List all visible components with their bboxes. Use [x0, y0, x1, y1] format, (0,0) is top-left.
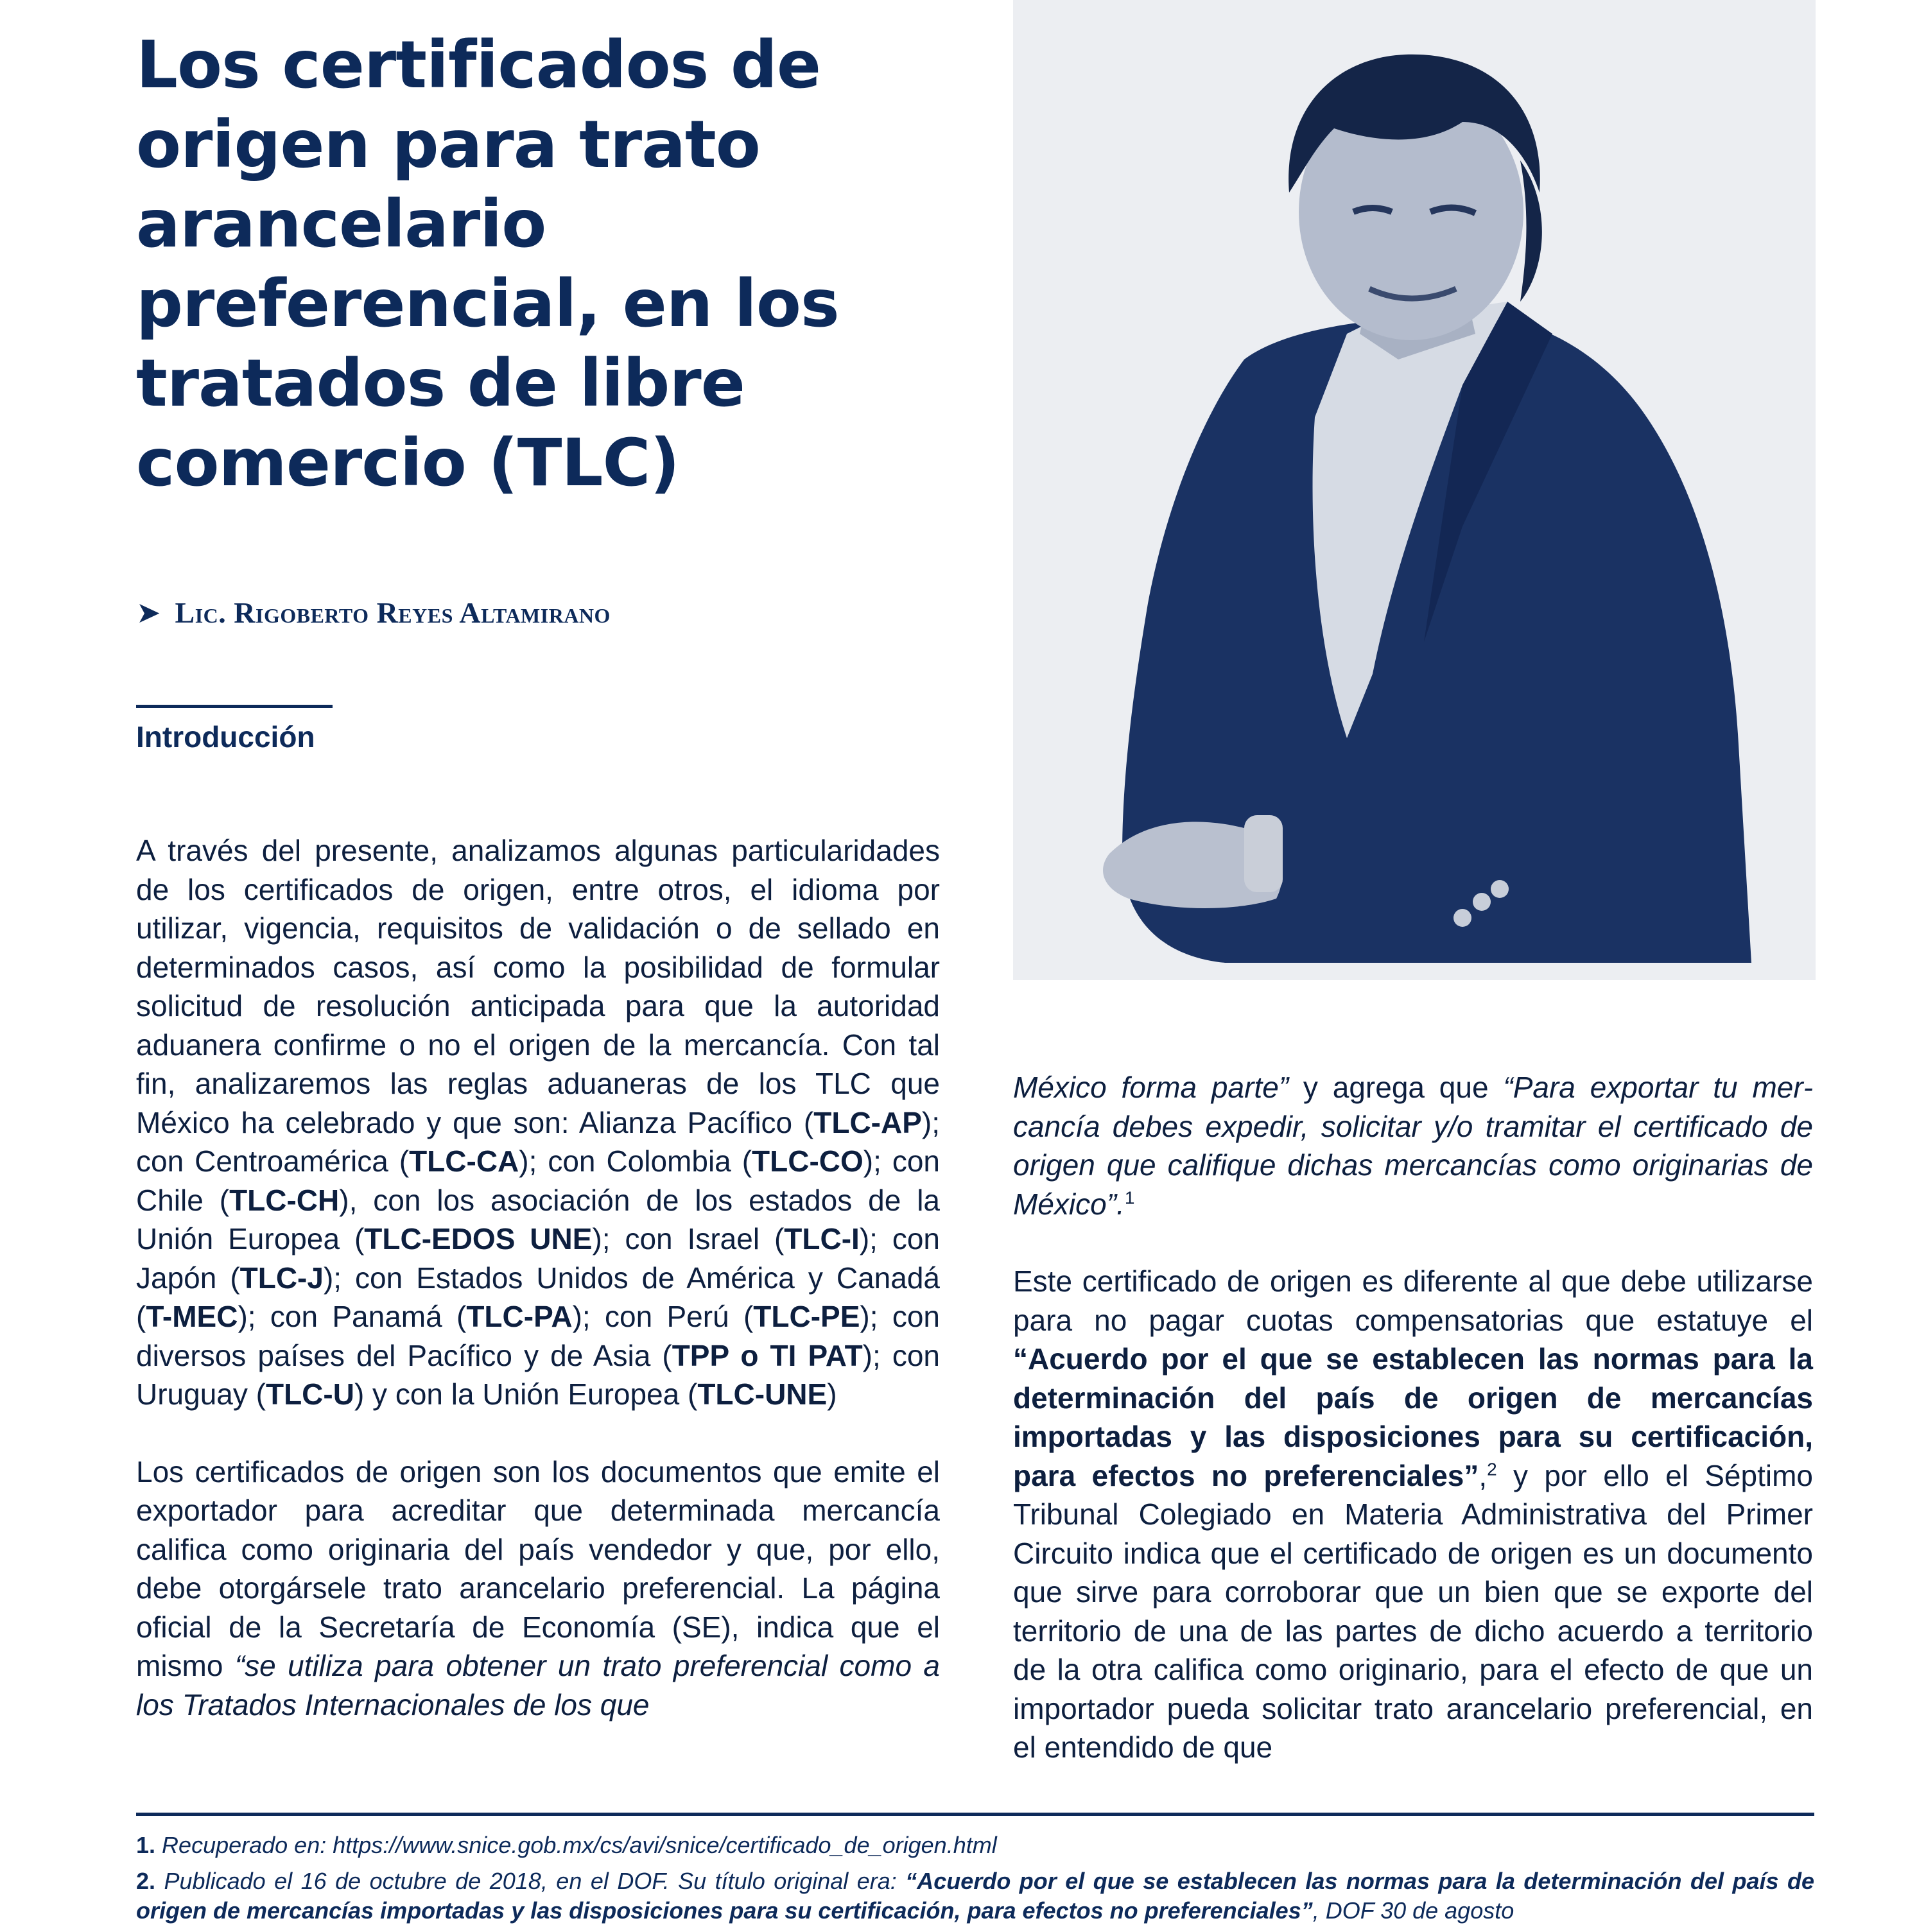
footnote-2 [136, 1867, 1814, 1926]
body-column-left [136, 831, 940, 1724]
author-byline [136, 594, 611, 631]
footnote-text: , DOF 30 de agosto [1312, 1897, 1514, 1924]
body-paragraph: Los certificados de origen son los documentos que emite el exportador para acreditar que determinada mercancía califica como originaria del país vendedor y que, por ello, debe otorgársele trato arancelario preferencial. La página oficial de la Secretaría de Economía (SE), indica que el mismo “se utiliza para obtener un trato preferencial como a los Tratados Internacionales de los que [136, 1454, 940, 1721]
body-paragraph: A través del presente, analizamos algunas particularidades de los certificados de origen, entre otros, el idioma por utilizar, vigencia, requisitos de validación o de sellado en determinados casos, así como la posibilidad de formular solicitud de resolución anticipada para que la autoridad aduanera confirme o no el origen de la mercancía. Con tal fin, analizaremos las reglas aduaneras de los TLC que México ha celebrado y que son: Alianza Pacífico (TLC-AP); con Centroamérica (TLC-CA); con Colombia (TLC-CO); con Chile (TLC-CH), con los asociación de los estados de la Unión Europea (TLC-EDOS UNE); con Israel (TLC-I); con Japón (TLC-J); con Estados Unidos de América y Canadá (T-MEC); con Panamá (TLC-PA); con Perú (TLC-PE); con diversos países del Pacífico y de Asia (TPP o TI PAT); con Uruguay (TLC-U) y con la Unión Europea (TLC-UNE) [136, 834, 941, 1411]
body-paragraph: México forma parte” y agrega que “Para exportar tu mercancía debes expedir, solicitar y/o tramitar el certificado de origen que califique dichas mercancías como originarias de México”.$^1$ [1013, 1071, 1814, 1221]
footnote-1 [136, 1831, 1814, 1860]
footnote-bold-title: “Acuerdo por el que se establecen las normas para la determinación del país de origen de mercancías importadas y las disposiciones para su certificación, para efectos no preferenciales” [136, 1868, 1814, 1924]
author-portrait-image [1013, 0, 1816, 980]
footnote-text: Recuperado en: https://www.snice.gob.mx/cs/avi/snice/certificado_de_origen.html [162, 1832, 997, 1858]
footnotes [136, 1831, 1814, 1932]
article-title: Los certificados de origen para trato arancelario preferencial, en los tratados de libre comercio (TLC) [136, 27, 839, 501]
footnote-rule [136, 1813, 1814, 1816]
arrow-right-icon: ➤ [136, 595, 161, 630]
author-name: Lic. Rigoberto Reyes Altamirano [175, 596, 611, 629]
footnote-number: 1. [136, 1832, 156, 1858]
body-paragraph: Este certificado de origen es diferente al que debe utilizarse para no pagar cuotas compensatorias que estatuye el “Acuerdo por el que se establecen las normas para la determinación del país de origen de mercancías importadas y las disposiciones para su certificación, para efectos no preferenciales”,$^2$ y por ello el Séptimo Tribunal Colegiado en Materia Administrativa del Primer Circuito indica que el certificado de origen es un documento que sirve para corroborar que un bien que se exporte del territorio de una de las partes de dicho acuerdo a territorio de la otra califica como originario, para el efecto de que un importador pueda solicitar trato arancelario preferencial, en el entendido de que [1013, 1264, 1814, 1764]
heading-rule [136, 705, 333, 708]
section-heading-introduccion: Introducción [136, 720, 315, 754]
body-column-right [1013, 1068, 1813, 1767]
footnote-text: Publicado el 16 de octubre de 2018, en el DOF. Su título original era: [164, 1868, 906, 1894]
footnote-number: 2. [136, 1868, 156, 1894]
portrait-illustration [1013, 0, 1816, 980]
